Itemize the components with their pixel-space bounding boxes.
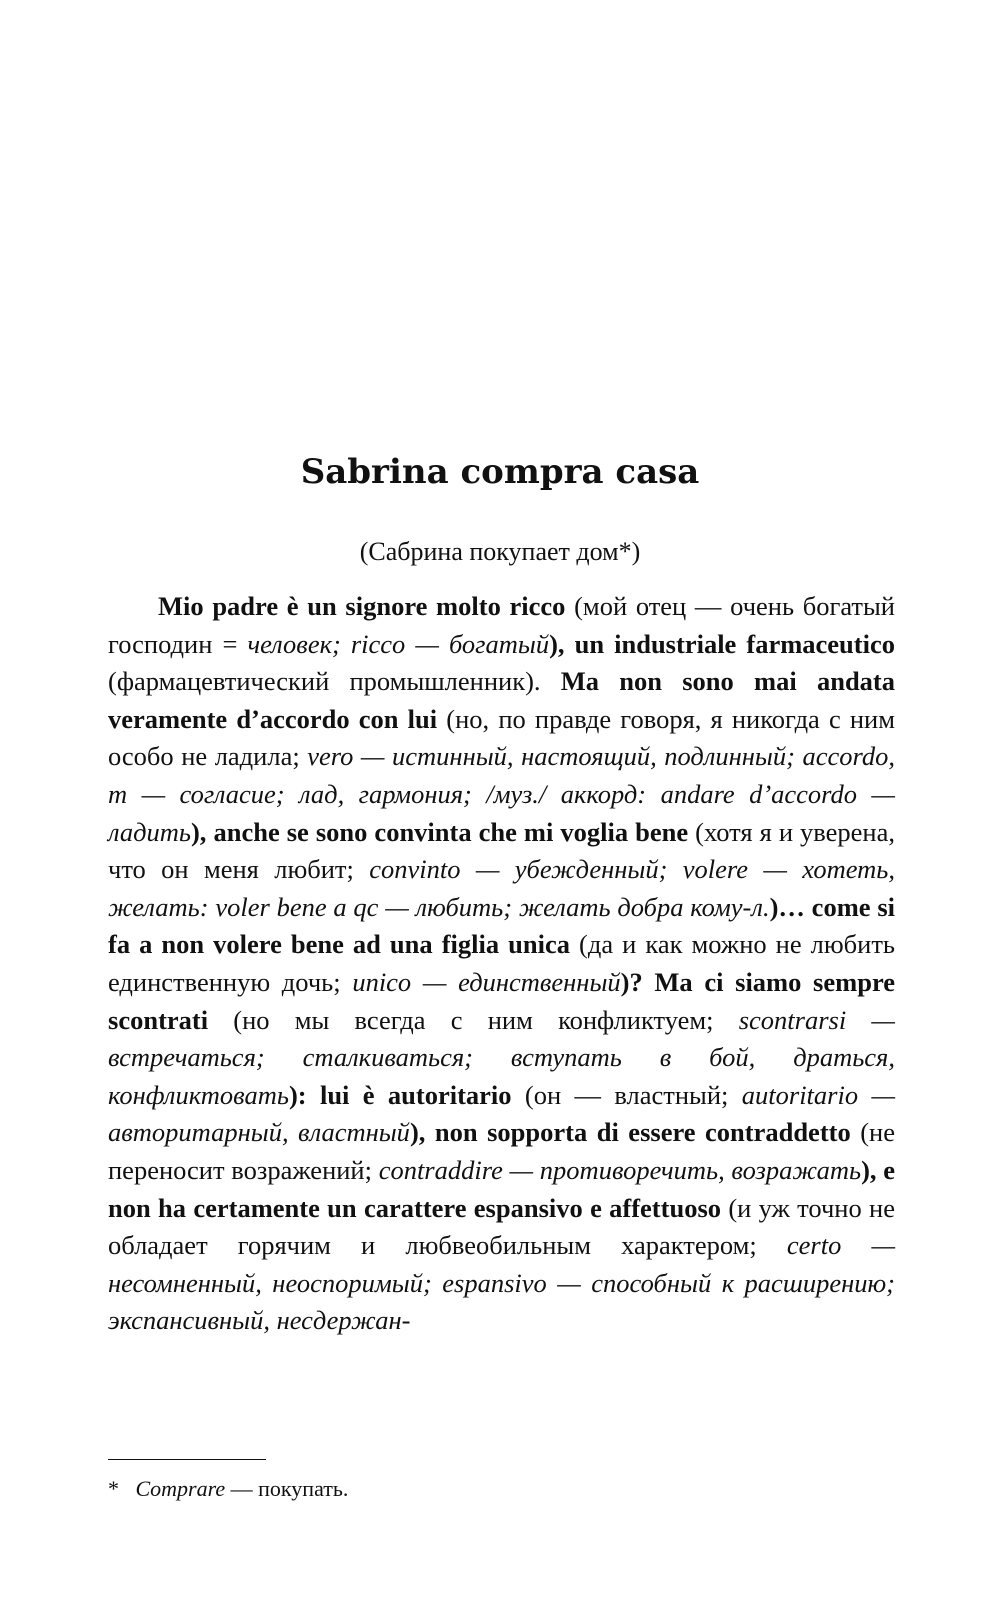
text-segment-italic: scontrarsi — встречаться; сталкиваться; вступать в бой, драться, конфликтовать xyxy=(108,1004,895,1110)
footnote-translation: — покупать. xyxy=(225,1476,349,1501)
text-segment-bold: ), e non ha certamente un carattere espansivo e affettuoso xyxy=(108,1154,895,1223)
text-segment-bold: Ma non sono mai andata veramente d’accordo con lui xyxy=(108,666,896,734)
text-segment: (да и как можно не любить единственную дочь; xyxy=(108,929,896,997)
text-segment: (но, по правде говоря, я никогда с ним особо не ладила; xyxy=(108,703,895,772)
text-segment-bold: Mio padre è un signore molto ricco xyxy=(158,591,566,621)
text-segment-italic: человек; ricco — богатый xyxy=(247,628,550,659)
text-segment-bold: ), un industriale farmaceutico xyxy=(549,628,895,659)
text-segment-italic: convinto — убежденный; volere — хотеть, желать: voler bene a qc — любить; желать добра кому-л. xyxy=(108,854,895,922)
text-segment-italic: vero — истинный, настоящий, подлинный; accordo, m — согласие; лад, гармония; /муз./ аккорд: andare d’accordo — ладить xyxy=(108,741,895,847)
footnote-word: Comprare xyxy=(135,1476,226,1501)
text-segment-bold: ): lui è autoritario xyxy=(288,1079,512,1110)
text-segment-italic: certo — несомненный, неоспоримый; espansivo — способный к расширению; экспансивный, несдержан- xyxy=(108,1230,896,1336)
page-title: Sabrina compra casa xyxy=(300,452,700,492)
footnote-divider xyxy=(108,1459,266,1460)
text-segment: (фармацевтический промышленник). xyxy=(108,666,561,697)
text-segment: (не переносит возражений; xyxy=(108,1117,895,1185)
text-segment: (и уж точно не обладает горячим и любвеобильным характером; xyxy=(108,1192,895,1261)
text-segment-bold: )? Ma ci siamo sempre scontrati xyxy=(108,966,895,1035)
text-segment-bold: ), non sopporta di essere contraddetto xyxy=(409,1117,851,1148)
text-segment-bold: ), anche se sono convinta che mi voglia bene xyxy=(190,816,689,847)
text-segment-italic: contraddire — противоречить, возражать xyxy=(378,1154,862,1185)
text-segment-italic: unico — единственный xyxy=(352,966,621,997)
footnote xyxy=(108,1476,348,1502)
footnote-marker: * xyxy=(108,1476,119,1501)
text-segment: (мой отец — очень богатый господин = xyxy=(108,591,895,659)
body-paragraph xyxy=(108,588,895,1340)
text-segment: (но мы всегда с ним конфликтуем; xyxy=(208,1004,739,1035)
text-segment: (хотя я и уверена, что он меня любит; xyxy=(108,816,895,885)
text-segment: (он — властный; xyxy=(511,1079,742,1110)
text-segment-bold: )… come si fa a non volere bene ad una figlia unica xyxy=(108,891,895,960)
page-subtitle: (Сабрина покупает дом*) xyxy=(359,537,641,566)
text-segment-italic: autoritario — авторитарный, властный xyxy=(108,1079,896,1148)
